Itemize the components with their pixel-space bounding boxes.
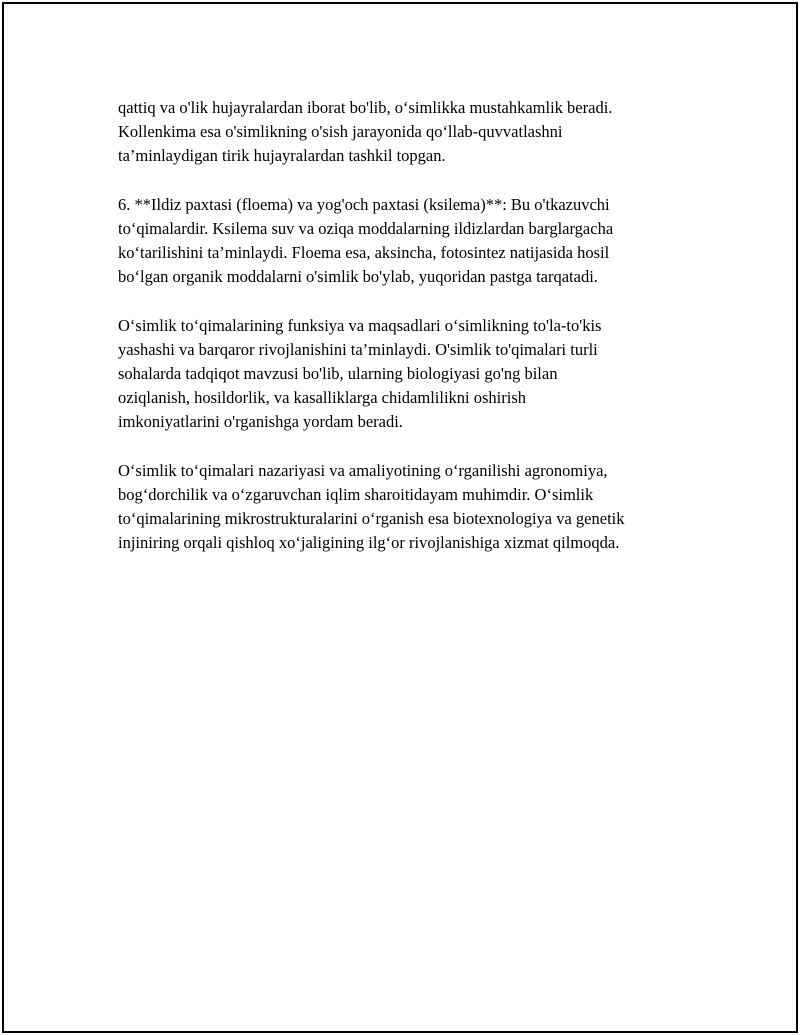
text-line: 6. **Ildiz paxtasi (floema) va yog'och paxtasi (ksilema)**: Bu o'tkazuvchi	[118, 195, 610, 214]
text-line: injiniring orqali qishloq xo‘jaligining ilg‘or rivojlanishiga xizmat qilmoqda.	[118, 533, 620, 552]
text-line: bog‘dorchilik va o‘zgaruvchan iqlim sharoitidayam muhimdir. O‘simlik	[118, 485, 594, 504]
text-line: to‘qimalardir. Ksilema suv va oziqa moddalarning ildizlardan barglargacha	[118, 219, 614, 238]
text-line: bo‘lgan organik moddalarni o'simlik bo'ylab, yuqoridan pastga tarqatadi.	[118, 267, 598, 286]
document-text	[4, 4, 796, 1031]
text-line: qattiq va o'lik hujayralardan iborat bo'lib, o‘simlikka mustahkamlik beradi.	[118, 98, 613, 117]
text-line: ta’minlaydigan tirik hujayralardan tashkil topgan.	[118, 146, 446, 165]
document-page	[2, 2, 798, 1033]
text-line: Kollenkima esa o'simlikning o'sish jarayonida qo‘llab-quvvatlashni	[118, 122, 563, 141]
text-line: imkoniyatlarini o'rganishga yordam beradi.	[118, 412, 403, 431]
text-line: O‘simlik to‘qimalari nazariyasi va amaliyotining o‘rganilishi agronomiya,	[118, 461, 608, 480]
text-line: sohalarda tadqiqot mavzusi bo'lib, ularning biologiyasi go'ng bilan	[118, 364, 558, 383]
text-line: to‘qimalarining mikrostrukturalarini o‘rganish esa biotexnologiya va genetik	[118, 509, 625, 528]
text-line: O‘simlik to‘qimalarining funksiya va maqsadlari o‘simlikning to'la-to'kis	[118, 316, 602, 335]
text-line: ko‘tarilishini ta’minlaydi. Floema esa, aksincha, fotosintez natijasida hosil	[118, 243, 610, 262]
text-line: yashashi va barqaror rivojlanishini ta’minlaydi. O'simlik to'qimalari turli	[118, 340, 598, 359]
text-line: oziqlanish, hosildorlik, va kasalliklarga chidamlilikni oshirish	[118, 388, 527, 407]
